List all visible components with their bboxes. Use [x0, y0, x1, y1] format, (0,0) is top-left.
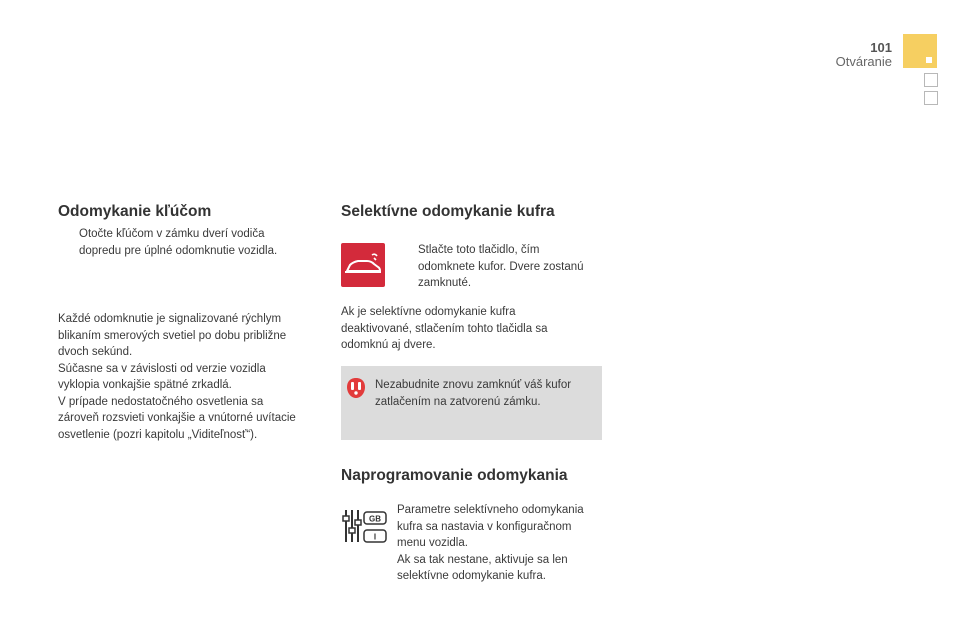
chapter-title: Otváranie [835, 54, 892, 69]
settings-menu-icon [341, 508, 389, 544]
chapter-tab-box [924, 91, 938, 105]
text-line: dvoch sekúnd. [58, 346, 133, 358]
warning-icon [346, 377, 366, 399]
info-paragraph [341, 304, 547, 354]
text-line: Stlačte toto tlačidlo, čím [418, 244, 540, 256]
bullet-text [79, 226, 277, 259]
unlock-trunk-button-icon [341, 243, 385, 287]
text-line: Súčasne sa v závislosti od verzie vozidla [58, 362, 266, 375]
section-title-programming: Naprogramovanie odomykania [341, 467, 568, 484]
text-line: zamknuté. [418, 277, 472, 289]
text-line: Ak sa tak nestane, aktivuje sa len [397, 553, 568, 566]
bullet-text [418, 242, 584, 292]
settings-icon-label-top: GB [369, 514, 381, 524]
info-paragraph [58, 311, 296, 443]
programming-text [397, 502, 584, 585]
text-line: odomknú aj dvere. [341, 339, 436, 351]
text-line: blikaním smerových svetiel po dobu približne [58, 329, 287, 342]
section-title-selective-unlocking: Selektívne odomykanie kufra [341, 203, 555, 220]
text-line: Nezabudnite znovu zamknúť váš kufor [375, 379, 572, 391]
text-line: odomknete kufor. Dvere zostanú [418, 260, 584, 273]
text-line: menu vozidla. [397, 537, 468, 549]
section-title-key-unlocking: Odomykanie kľúčom [58, 203, 212, 220]
text-line: zatlačením na zatvorenú zámku. [375, 395, 541, 408]
warning-text [375, 377, 571, 410]
text-line: deaktivované, stlačením tohto tlačidla sa [341, 322, 548, 335]
text-line: vyklopia vonkajšie spätné zrkadlá. [58, 379, 232, 391]
settings-icon-label-bottom: I [373, 532, 377, 542]
page-number: 101 [870, 40, 892, 55]
text-line: V prípade nedostatočného osvetlenia sa [58, 395, 264, 408]
text-line: zároveň rozsvieti vonkajšie a vnútorné uvítacie [58, 412, 296, 424]
text-line: Parametre selektívneho odomykania [397, 504, 584, 516]
text-line: dopredu pre úplné odomknutie vozidla. [79, 244, 278, 257]
text-line: Ak je selektívne odomykanie kufra [341, 306, 516, 318]
text-line: Otočte kľúčom v zámku dverí vodiča [79, 228, 265, 240]
text-line: kufra sa nastavia v konfiguračnom [397, 520, 572, 533]
text-line: selektívne odomykanie kufra. [397, 570, 546, 582]
chapter-tab-active [903, 34, 937, 68]
text-line: osvetlenie (pozri kapitolu „Viditeľnosť“). [58, 428, 258, 441]
chapter-tab-box [924, 73, 938, 87]
text-line: Každé odomknutie je signalizované rýchlym [58, 313, 282, 325]
